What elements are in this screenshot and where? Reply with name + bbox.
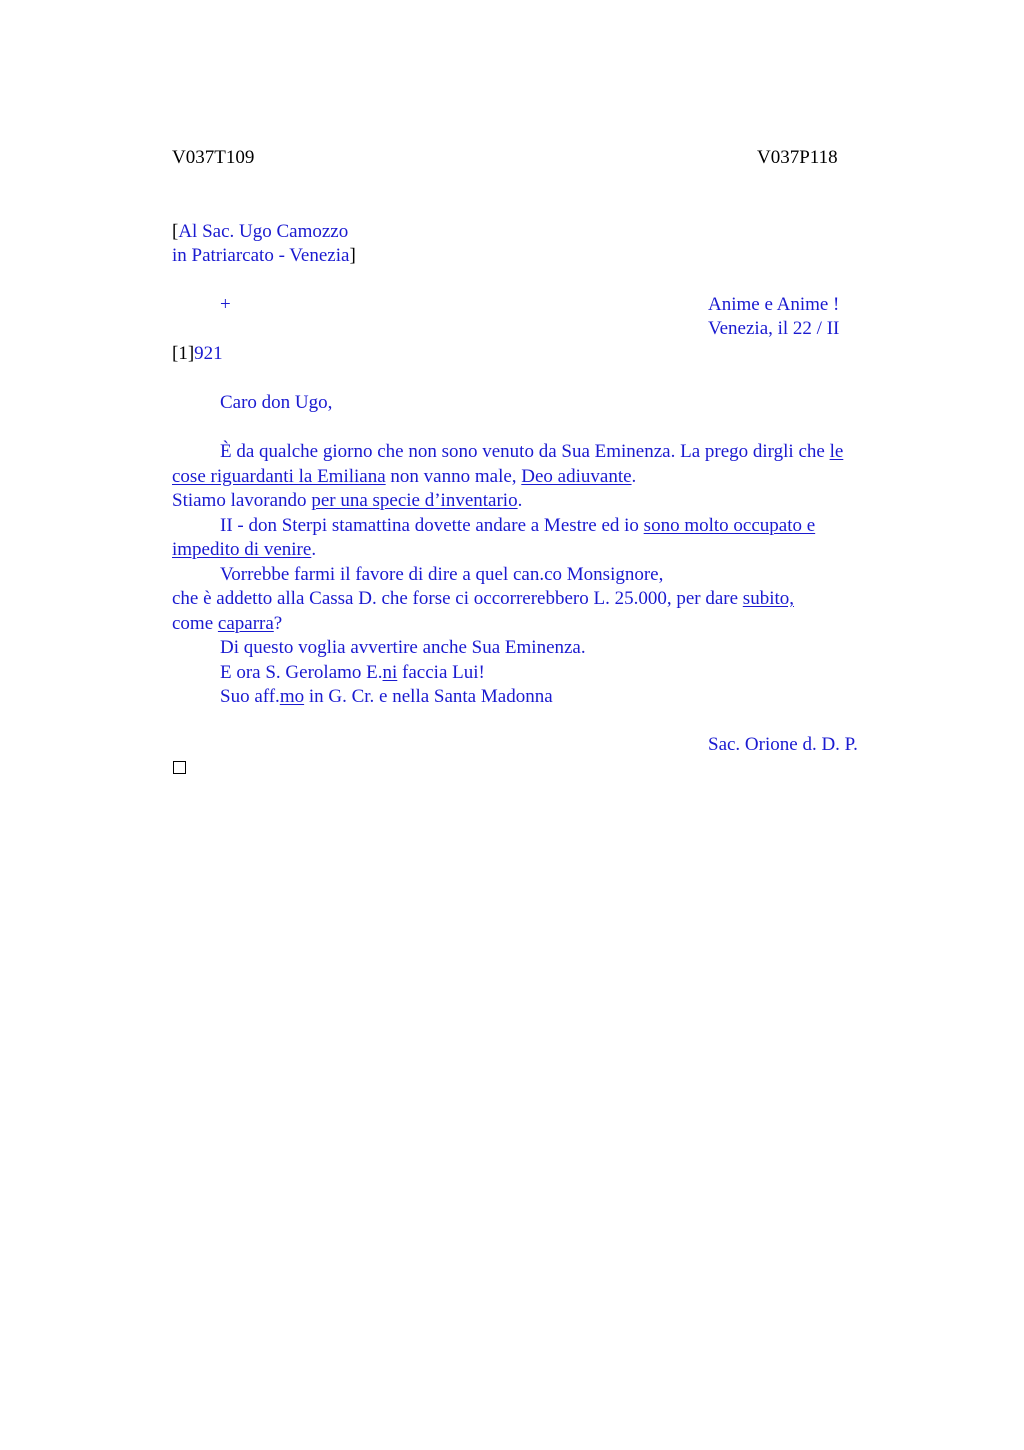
cross-symbol: + bbox=[220, 294, 231, 315]
motto: Anime e Anime ! bbox=[708, 294, 840, 315]
end-of-document-box-icon bbox=[173, 761, 186, 774]
paragraph-4-line-1: Vorrebbe farmi il favore di dire a quel can.co Monsignore, bbox=[220, 563, 664, 585]
year: [1]921 bbox=[172, 343, 223, 364]
editor-bracket-close: ] bbox=[349, 245, 356, 266]
paragraph-6: E ora S. Gerolamo E.ni faccia Lui! bbox=[220, 661, 485, 683]
editor-bracket-open: [ bbox=[172, 221, 179, 242]
paragraph-7-closing: Suo aff.mo in G. Cr. e nella Santa Madonna bbox=[220, 686, 553, 707]
address-line-1: [Al Sac. Ugo Camozzo bbox=[172, 221, 349, 242]
paragraph-4-line-2: che è addetto alla Cassa D. che forse ci occorrerebbero L. 25.000, per dare subito, bbox=[172, 588, 794, 609]
paragraph-4-line-3: come caparra? bbox=[172, 612, 283, 634]
paragraph-5: Di questo voglia avvertire anche Sua Eminenza. bbox=[220, 637, 586, 658]
letter-body bbox=[172, 440, 862, 710]
paragraph-1: È da qualche giorno che non sono venuto da Sua Eminenza. La prego dirgli che le cose riguardanti la Emiliana non vanno male, Deo adiuvante. bbox=[172, 441, 844, 487]
address-line-2: in Patriarcato - Venezia] bbox=[172, 245, 356, 266]
paragraph-3: II - don Sterpi stamattina dovette andare a Mestre ed io sono molto occupato e impedito di venire. bbox=[172, 514, 816, 560]
place-date: Venezia, il 22 / II bbox=[708, 318, 840, 339]
paragraph-2: Stiamo lavorando per una specie d’inventario. bbox=[172, 490, 523, 511]
document-code-right: V037P118 bbox=[757, 147, 838, 168]
salutation: Caro don Ugo, bbox=[220, 392, 333, 413]
document-code-left: V037T109 bbox=[172, 147, 255, 168]
signature: Sac. Orione d. D. P. bbox=[708, 734, 858, 755]
